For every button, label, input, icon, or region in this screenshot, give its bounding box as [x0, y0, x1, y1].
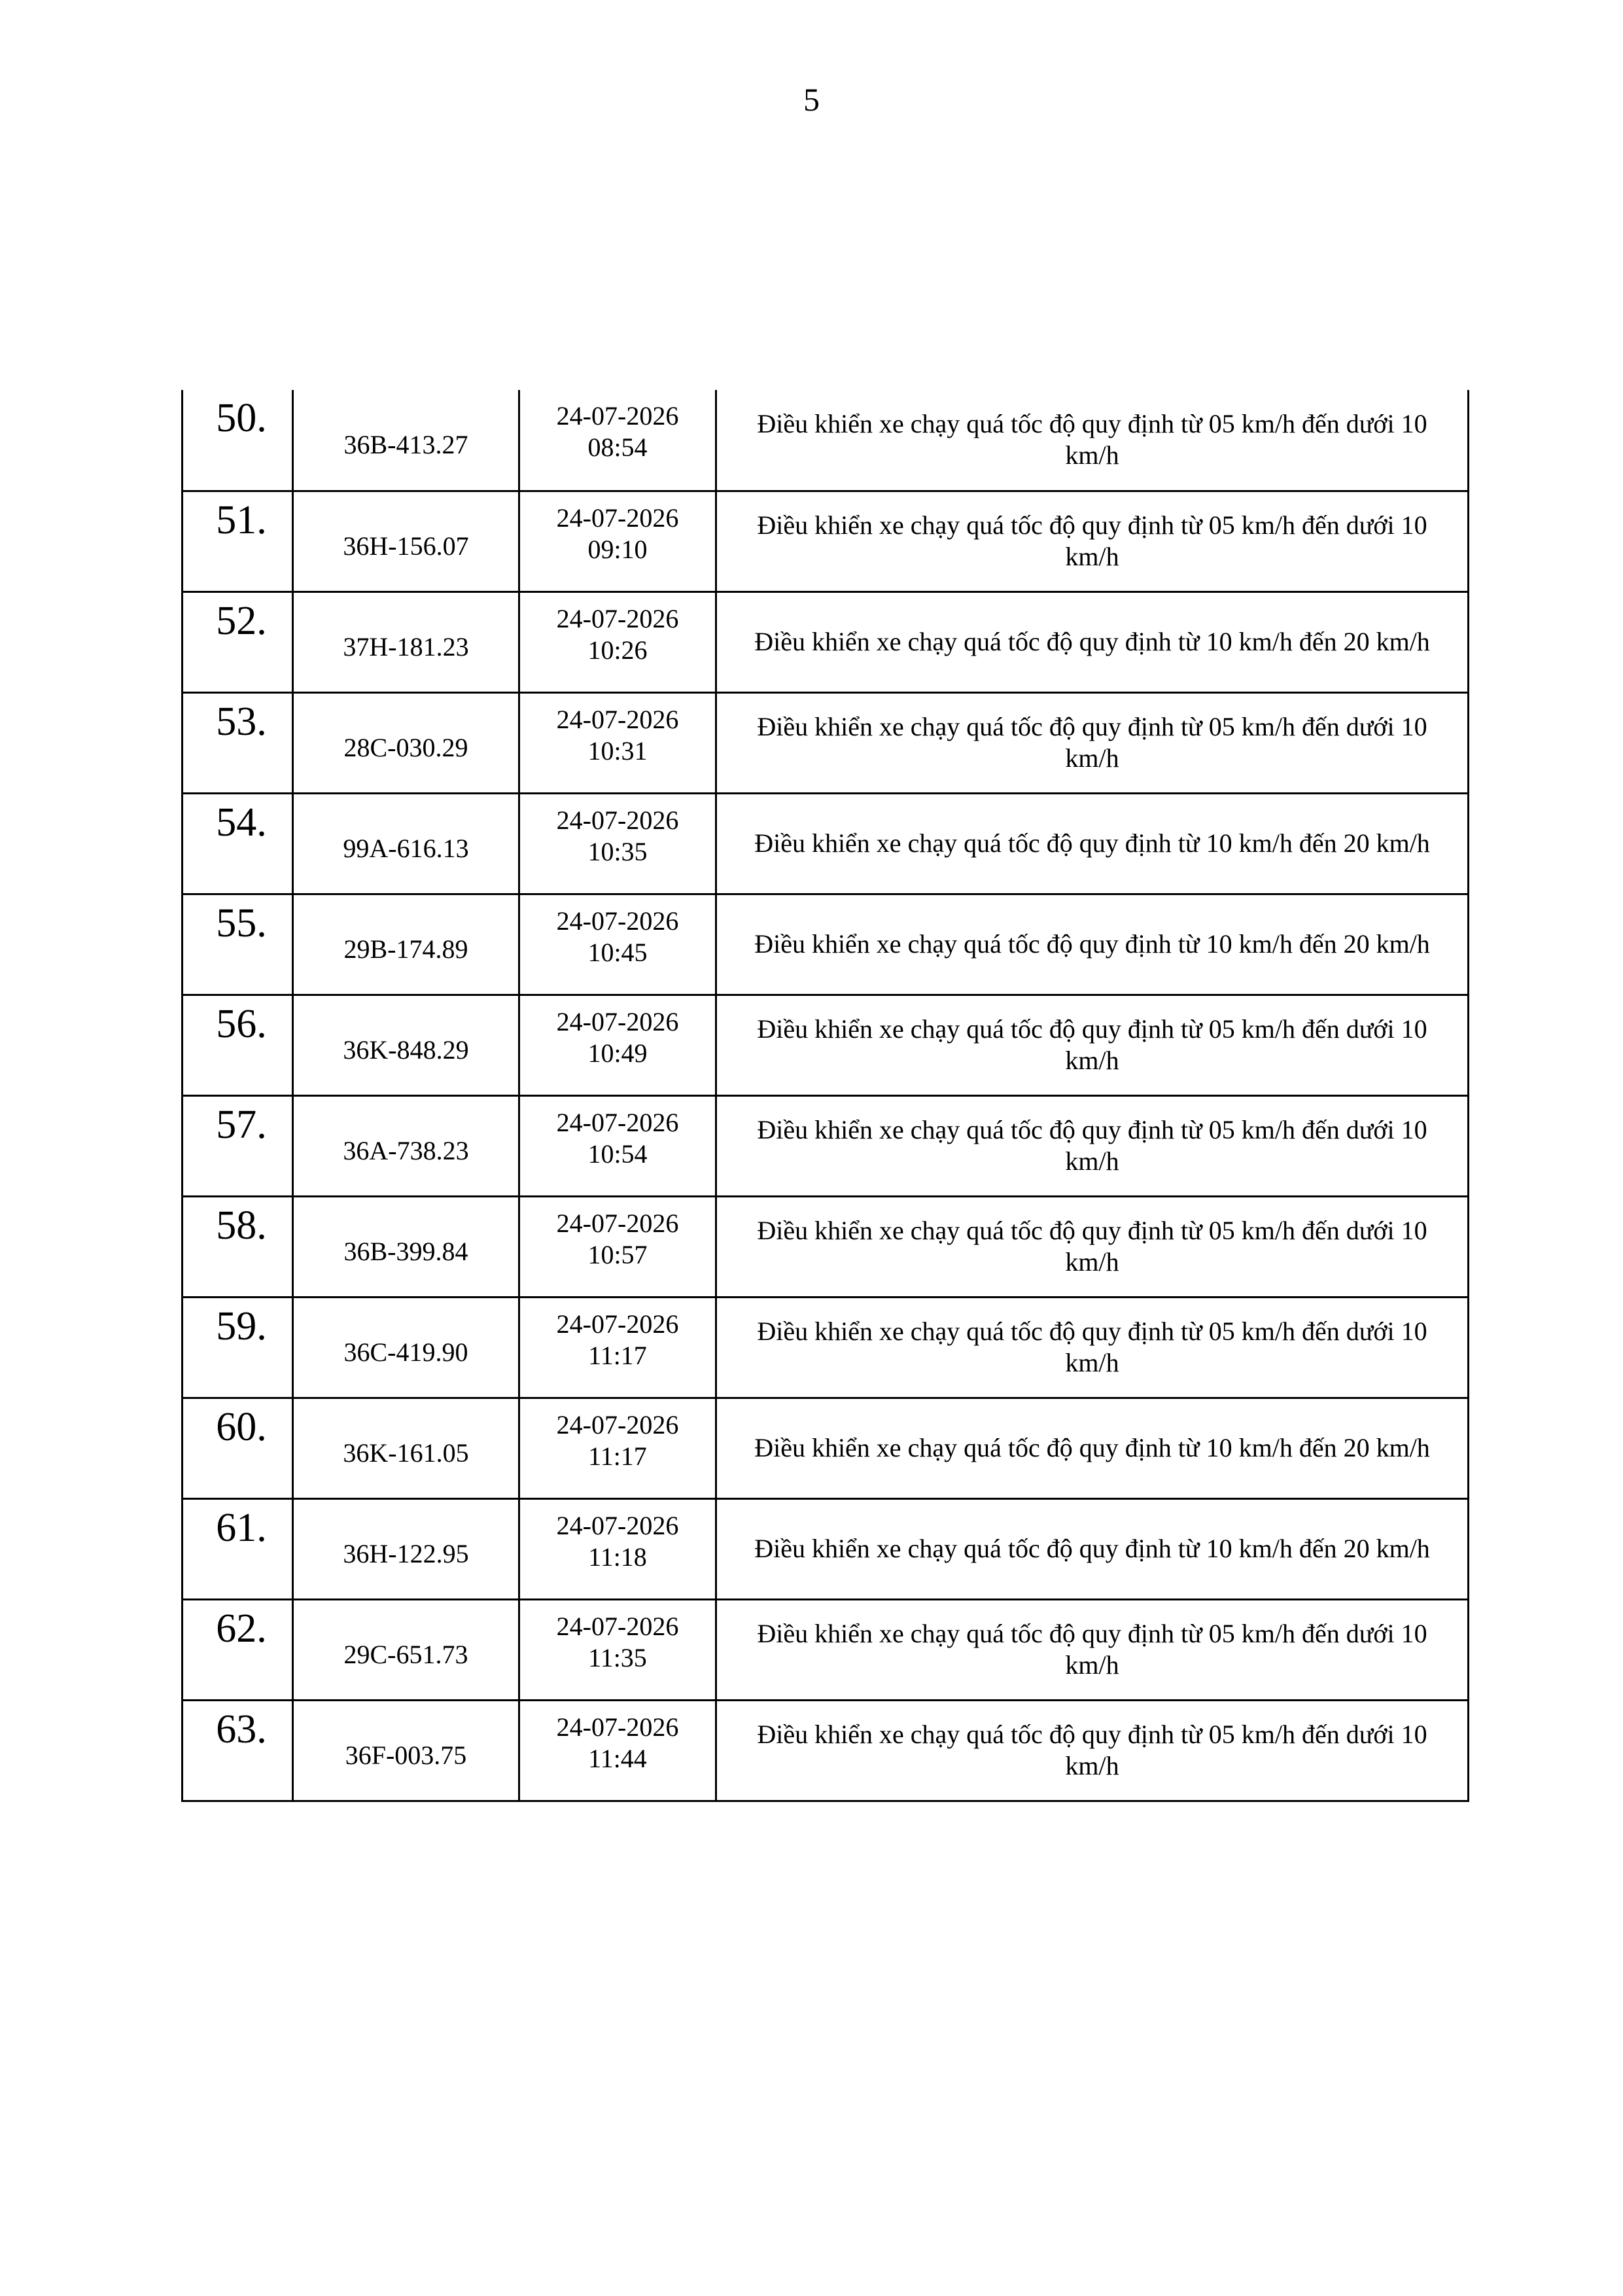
plate-cell — [293, 1297, 519, 1398]
plate-cell — [293, 793, 519, 894]
violation-description: Điều khiển xe chạy quá tốc độ quy định từ 05 km/h đến dưới 10 km/h — [716, 995, 1469, 1095]
row-number: 63. — [183, 1700, 293, 1801]
row-number: 51. — [183, 491, 293, 592]
violation-date: 24-07-2026 — [556, 1409, 679, 1439]
license-plate: 29C-651.73 — [343, 1640, 468, 1669]
violation-time: 09:10 — [587, 534, 648, 564]
table-row — [183, 1196, 1469, 1297]
violation-time: 11:17 — [588, 1340, 647, 1370]
license-plate: 36C-419.90 — [343, 1337, 468, 1367]
datetime-cell — [519, 1700, 716, 1801]
violations-table — [181, 390, 1469, 1802]
violation-description: Điều khiển xe chạy quá tốc độ quy định từ 10 km/h đến 20 km/h — [716, 793, 1469, 894]
row-number: 50. — [183, 390, 293, 491]
row-number: 52. — [183, 592, 293, 692]
violation-time: 10:26 — [587, 635, 648, 665]
datetime-cell — [519, 1095, 716, 1196]
row-number: 55. — [183, 894, 293, 995]
violation-time: 08:54 — [587, 433, 648, 462]
datetime-cell — [519, 1297, 716, 1398]
license-plate: 36F-003.75 — [345, 1740, 467, 1770]
violation-description: Điều khiển xe chạy quá tốc độ quy định từ 10 km/h đến 20 km/h — [716, 1498, 1469, 1599]
datetime-cell — [519, 1498, 716, 1599]
row-number: 60. — [183, 1398, 293, 1498]
violation-date: 24-07-2026 — [556, 1107, 679, 1137]
license-plate: 36K-161.05 — [343, 1438, 469, 1468]
row-number: 61. — [183, 1498, 293, 1599]
table-row — [183, 390, 1469, 491]
violation-date: 24-07-2026 — [556, 704, 679, 734]
violation-description: Điều khiển xe chạy quá tốc độ quy định từ 05 km/h đến dưới 10 km/h — [716, 1599, 1469, 1700]
license-plate: 36H-122.95 — [343, 1539, 469, 1568]
violation-description: Điều khiển xe chạy quá tốc độ quy định từ 05 km/h đến dưới 10 km/h — [716, 390, 1469, 491]
table-row — [183, 1498, 1469, 1599]
table-row — [183, 1095, 1469, 1196]
violation-time: 11:35 — [588, 1642, 647, 1672]
violation-time: 10:31 — [587, 735, 648, 766]
table-row — [183, 1297, 1469, 1398]
row-number: 62. — [183, 1599, 293, 1700]
datetime-cell — [519, 692, 716, 793]
violation-time: 10:35 — [587, 836, 648, 866]
violation-description: Điều khiển xe chạy quá tốc độ quy định từ 10 km/h đến 20 km/h — [716, 1398, 1469, 1498]
license-plate: 29B-174.89 — [343, 934, 468, 964]
row-number: 59. — [183, 1297, 293, 1398]
violation-date: 24-07-2026 — [556, 1006, 679, 1036]
plate-cell — [293, 1700, 519, 1801]
license-plate: 37H-181.23 — [343, 632, 469, 662]
plate-cell — [293, 491, 519, 592]
table-row — [183, 793, 1469, 894]
violation-time: 11:44 — [588, 1743, 647, 1773]
datetime-cell — [519, 793, 716, 894]
datetime-cell — [519, 592, 716, 692]
violation-date: 24-07-2026 — [556, 603, 679, 633]
datetime-cell — [519, 1196, 716, 1297]
violation-date: 24-07-2026 — [556, 805, 679, 835]
plate-cell — [293, 1498, 519, 1599]
violation-time: 11:17 — [588, 1441, 647, 1471]
violation-description: Điều khiển xe chạy quá tốc độ quy định từ 05 km/h đến dưới 10 km/h — [716, 1700, 1469, 1801]
violation-date: 24-07-2026 — [556, 906, 679, 936]
violation-date: 24-07-2026 — [556, 1309, 679, 1339]
row-number: 53. — [183, 692, 293, 793]
plate-cell — [293, 995, 519, 1095]
violation-description: Điều khiển xe chạy quá tốc độ quy định từ 10 km/h đến 20 km/h — [716, 894, 1469, 995]
violation-date: 24-07-2026 — [556, 1208, 679, 1238]
violation-description: Điều khiển xe chạy quá tốc độ quy định từ 05 km/h đến dưới 10 km/h — [716, 692, 1469, 793]
plate-cell — [293, 894, 519, 995]
row-number: 56. — [183, 995, 293, 1095]
datetime-cell — [519, 1599, 716, 1700]
plate-cell — [293, 1095, 519, 1196]
page-number: 5 — [803, 81, 820, 118]
plate-cell — [293, 390, 519, 491]
table-row — [183, 692, 1469, 793]
violation-date: 24-07-2026 — [556, 1712, 679, 1742]
violation-description: Điều khiển xe chạy quá tốc độ quy định từ 05 km/h đến dưới 10 km/h — [716, 1095, 1469, 1196]
row-number: 57. — [183, 1095, 293, 1196]
row-number: 58. — [183, 1196, 293, 1297]
violation-time: 10:49 — [587, 1038, 648, 1068]
plate-cell — [293, 1599, 519, 1700]
license-plate: 36K-848.29 — [343, 1035, 469, 1065]
violation-time: 10:54 — [587, 1139, 648, 1169]
violation-time: 11:18 — [588, 1542, 647, 1572]
license-plate: 36A-738.23 — [343, 1136, 469, 1165]
table-row — [183, 1599, 1469, 1700]
table-row — [183, 1700, 1469, 1801]
table-row — [183, 592, 1469, 692]
license-plate: 36B-399.84 — [343, 1237, 468, 1266]
license-plate: 99A-616.13 — [343, 834, 469, 863]
violation-description: Điều khiển xe chạy quá tốc độ quy định từ 05 km/h đến dưới 10 km/h — [716, 1196, 1469, 1297]
violation-date: 24-07-2026 — [556, 401, 679, 431]
license-plate: 28C-030.29 — [343, 733, 468, 762]
plate-cell — [293, 692, 519, 793]
datetime-cell — [519, 1398, 716, 1498]
plate-cell — [293, 592, 519, 692]
violations-table-body — [183, 390, 1469, 1801]
license-plate: 36H-156.07 — [343, 531, 469, 561]
datetime-cell — [519, 390, 716, 491]
violation-time: 10:45 — [587, 937, 648, 967]
table-row — [183, 1398, 1469, 1498]
row-number: 54. — [183, 793, 293, 894]
plate-cell — [293, 1398, 519, 1498]
plate-cell — [293, 1196, 519, 1297]
datetime-cell — [519, 491, 716, 592]
violation-date: 24-07-2026 — [556, 1510, 679, 1540]
violation-date: 24-07-2026 — [556, 503, 679, 533]
datetime-cell — [519, 995, 716, 1095]
datetime-cell — [519, 894, 716, 995]
table-row — [183, 995, 1469, 1095]
violation-date: 24-07-2026 — [556, 1611, 679, 1641]
license-plate: 36B-413.27 — [343, 430, 468, 460]
table-row — [183, 894, 1469, 995]
violation-description: Điều khiển xe chạy quá tốc độ quy định từ 05 km/h đến dưới 10 km/h — [716, 491, 1469, 592]
violation-time: 10:57 — [587, 1239, 648, 1269]
violation-description: Điều khiển xe chạy quá tốc độ quy định từ 05 km/h đến dưới 10 km/h — [716, 1297, 1469, 1398]
table-row — [183, 491, 1469, 592]
violation-description: Điều khiển xe chạy quá tốc độ quy định từ 10 km/h đến 20 km/h — [716, 592, 1469, 692]
